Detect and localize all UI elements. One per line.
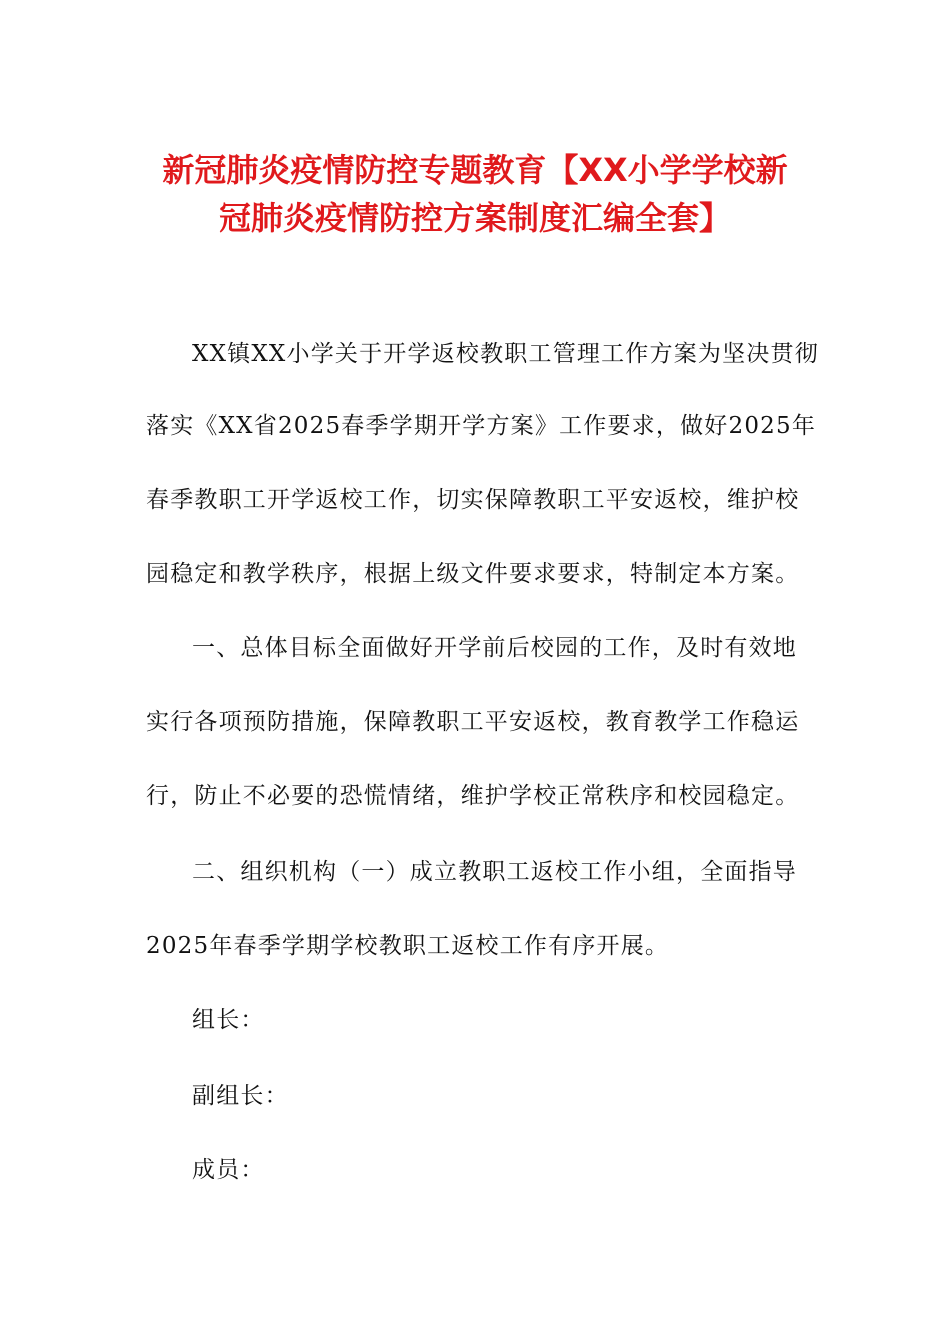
members-label: 成员： [192,1157,265,1183]
deputy-leader-label: 副组长： [192,1083,289,1109]
paragraph-line: 行，防止不必要的恐慌情绪，维护学校正常秩序和校园稳定。 [146,783,800,809]
paragraph-line: 2025年春季学期学校教职工返校工作有序开展。 [146,933,670,959]
paragraph-line: 春季教职工开学返校工作，切实保障教职工平安返校，维护校 [146,487,800,513]
paragraph-line: 实行各项预防措施，保障教职工平安返校，教育教学工作稳运 [146,709,800,735]
paragraph-line: XX镇XX小学关于开学返校教职工管理工作方案为坚决贯彻 [192,341,819,367]
document-title-line-1: 新冠肺炎疫情防控专题教育【XX小学学校新 [162,151,788,189]
paragraph-line: 一、总体目标全面做好开学前后校园的工作，及时有效地 [192,635,797,661]
paragraph-line: 落实《XX省2025春季学期开学方案》工作要求，做好2025年 [146,413,817,439]
document-title-line-2: 冠肺炎疫情防控方案制度汇编全套】 [218,199,731,237]
group-leader-label: 组长： [192,1007,265,1033]
paragraph-line: 二、组织机构（一）成立教职工返校工作小组，全面指导 [192,859,797,885]
paragraph-line: 园稳定和教学秩序，根据上级文件要求要求，特制定本方案。 [146,561,800,587]
